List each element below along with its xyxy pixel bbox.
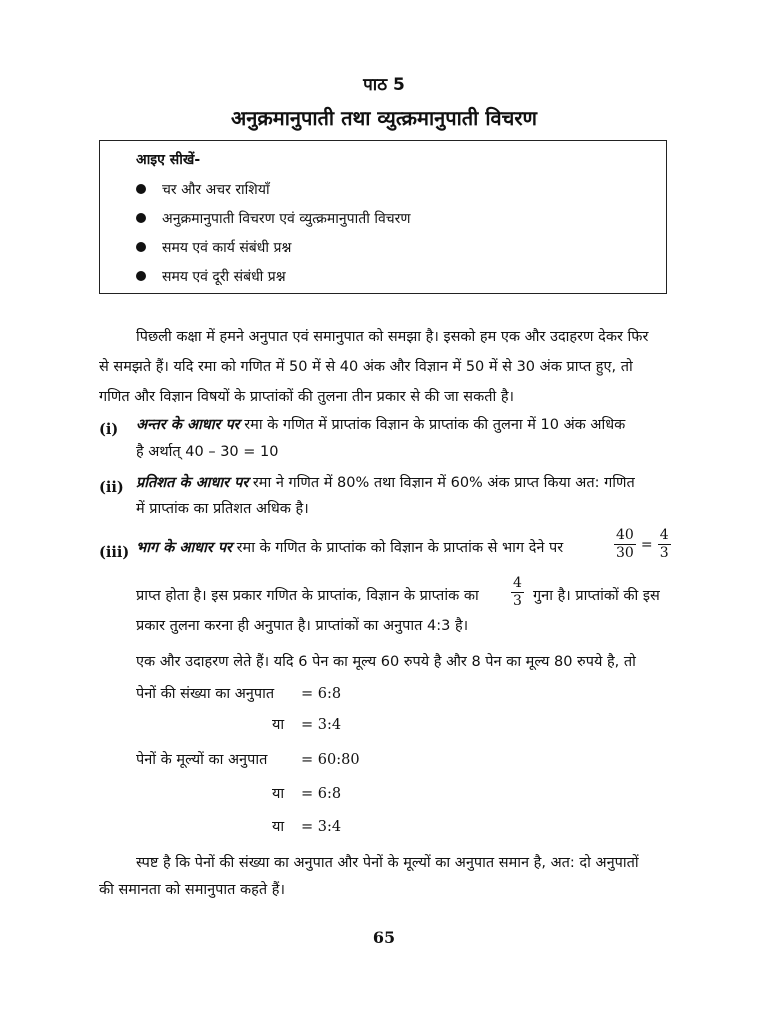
bullet-icon bbox=[136, 184, 146, 194]
chapter-number: पाठ 5 bbox=[363, 75, 405, 95]
point-line: भाग के आधार पर रमा के गणित के प्राप्तांक को विज्ञान के प्राप्तांक से भाग देने पर bbox=[136, 540, 564, 556]
ratio-value: = 3:4 bbox=[301, 717, 342, 733]
bullet-icon bbox=[136, 271, 146, 281]
point-line: प्राप्त होता है। इस प्रकार गणित के प्राप्तांक, विज्ञान के प्राप्तांक का bbox=[136, 588, 479, 604]
point-line: अन्तर के आधार पर रमा के गणित में प्राप्तांक विज्ञान के प्राप्तांक की तुलना में 10 अंक अधिक bbox=[136, 417, 626, 433]
bullet-icon bbox=[136, 242, 146, 252]
learn-box-item: समय एवं कार्य संबंधी प्रश्न bbox=[136, 238, 291, 257]
chapter-title: अनुक्रमानुपाती तथा व्युत्क्रमानुपाती विचरण bbox=[231, 106, 537, 130]
bullet-icon bbox=[136, 213, 146, 223]
point-marker: (iii) bbox=[99, 544, 130, 561]
point-marker: (ii) bbox=[99, 479, 124, 496]
point-title: भाग के आधार पर bbox=[136, 540, 232, 556]
ratio-fraction-equation: $\frac{40}{30}$ = $\frac{4}{3}$ bbox=[616, 527, 669, 561]
page-number: 65 bbox=[372, 928, 396, 947]
ratio-label: या bbox=[272, 717, 285, 733]
learn-box-item: चर और अचर राशियाँ bbox=[136, 180, 270, 199]
point-line: गुना है। प्राप्तांकों की इस bbox=[533, 588, 660, 604]
example-line: एक और उदाहरण लेते हैं। यदि 6 पेन का मूल्य 60 रुपये है और 8 पेन का मूल्य 80 रुपये है, तो bbox=[136, 654, 636, 670]
ratio-value: = 6:8 bbox=[301, 786, 342, 802]
point-title: अन्तर के आधार पर bbox=[136, 417, 240, 433]
point-line: प्रकार तुलना करना ही अनुपात है। प्राप्तांकों का अनुपात 4:3 है। bbox=[136, 618, 469, 634]
ratio-label: पेनों के मूल्यों का अनुपात bbox=[136, 752, 268, 768]
ratio-label: पेनों की संख्या का अनुपात bbox=[136, 686, 275, 702]
ratio-label: या bbox=[272, 786, 285, 802]
conclusion-line: स्पष्ट है कि पेनों की संख्या का अनुपात और पेनों के मूल्यों का अनुपात समान है, अत: दो अनुपातों bbox=[136, 855, 639, 871]
point-title: प्रतिशत के आधार पर bbox=[136, 475, 249, 491]
intro-line: पिछली कक्षा में हमने अनुपात एवं समानुपात को समझा है। इसको हम एक और उदाहरण देकर फिर bbox=[136, 329, 649, 345]
learn-box-item: समय एवं दूरी संबंधी प्रश्न bbox=[136, 267, 286, 286]
fraction: $\frac{4}{3}$ bbox=[659, 527, 669, 561]
conclusion-line: की समानता को समानुपात कहते हैं। bbox=[99, 882, 285, 898]
learn-box-heading: आइए सीखें- bbox=[136, 152, 201, 168]
point-line: में प्राप्तांक का प्रतिशत अधिक है। bbox=[136, 501, 309, 517]
fraction: $\frac{4}{3}$ bbox=[513, 575, 522, 609]
point-line: है अर्थात् 40 – 30 = 10 bbox=[136, 444, 279, 460]
intro-line: से समझते हैं। यदि रमा को गणित में 50 में से 40 अंक और विज्ञान में 50 में से 30 अंक प्राप्त हुए, तो bbox=[99, 359, 633, 375]
point-line: प्रतिशत के आधार पर रमा ने गणित में 80% तथा विज्ञान में 60% अंक प्राप्त किया अत: गणित bbox=[136, 475, 635, 491]
fraction: $\frac{40}{30}$ bbox=[616, 527, 634, 561]
ratio-value: = 60:80 bbox=[301, 752, 360, 768]
intro-line: गणित और विज्ञान विषयों के प्राप्तांकों की तुलना तीन प्रकार से की जा सकती है। bbox=[99, 389, 515, 405]
point-marker: (i) bbox=[99, 421, 119, 438]
ratio-label: या bbox=[272, 819, 285, 835]
ratio-value: = 6:8 bbox=[301, 686, 342, 702]
ratio-value: = 3:4 bbox=[301, 819, 342, 835]
learn-box-item: अनुक्रमानुपाती विचरण एवं व्युत्क्रमानुपाती विचरण bbox=[136, 209, 410, 228]
